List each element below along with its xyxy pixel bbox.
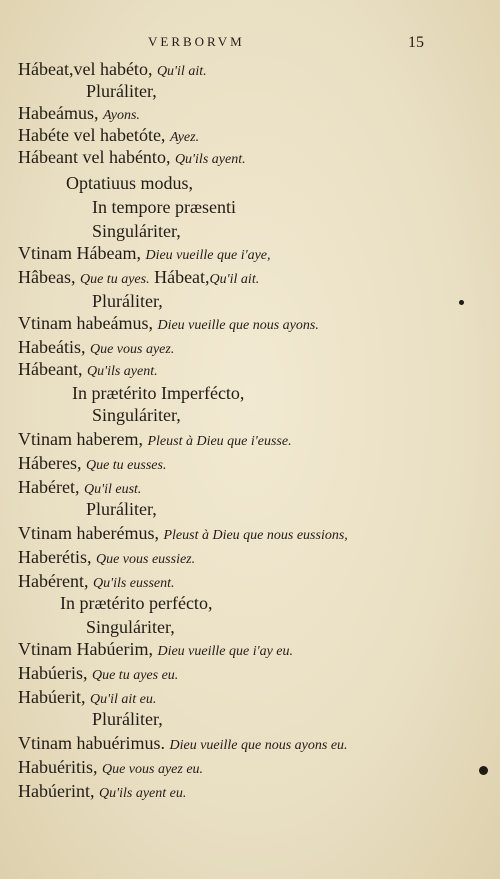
french-text: Qu'il eust. xyxy=(83,482,142,497)
latin-text: Vtinam habeámus, xyxy=(18,313,153,333)
latin-text: Hábeat,vel habéto, xyxy=(18,59,153,79)
latin-text: Vtinam haberem, xyxy=(18,429,143,449)
latin-text: Hábeat, xyxy=(154,267,210,287)
latin-text: Vtinam haberémus, xyxy=(18,523,159,543)
french-text: Dieu vueille que nous ayons eu. xyxy=(169,738,348,753)
french-text: Qu'il ait eu. xyxy=(89,692,157,707)
latin-text: Pluráliter, xyxy=(92,291,163,311)
latin-text: Habérent, xyxy=(18,571,89,591)
text-line xyxy=(86,80,157,102)
text-line xyxy=(18,638,293,663)
latin-text: Háberes, xyxy=(18,453,82,473)
text-line xyxy=(18,780,186,805)
text-line xyxy=(92,708,163,730)
french-text: Que tu ayes. xyxy=(79,272,150,287)
text-line xyxy=(18,756,203,781)
text-line xyxy=(86,616,175,638)
latin-text: Singuláriter, xyxy=(86,617,175,637)
french-text: Ayez. xyxy=(169,130,200,145)
text-line xyxy=(92,220,181,242)
latin-text: Vtinam Habúerim, xyxy=(18,639,153,659)
latin-text: Pluráliter, xyxy=(92,709,163,729)
french-text: Que vous ayez. xyxy=(89,342,175,357)
running-title: VERBORVM xyxy=(148,34,245,49)
text-line xyxy=(72,382,244,404)
latin-text: Habeámus, xyxy=(18,103,99,123)
latin-text: Haberétis, xyxy=(18,547,92,567)
french-text: Que vous ayez eu. xyxy=(101,762,204,777)
french-text: Pleust à Dieu que i'eusse. xyxy=(147,434,292,449)
latin-text: In prætérito perfécto, xyxy=(60,593,213,613)
latin-text: Pluráliter, xyxy=(86,499,157,519)
french-text: Qu'ils ayent. xyxy=(174,152,246,167)
french-text: Que tu ayes eu. xyxy=(91,668,179,683)
latin-text: Habéte vel habetóte, xyxy=(18,125,166,145)
ink-spot xyxy=(459,300,464,305)
text-line xyxy=(18,312,319,337)
latin-text: Singuláriter, xyxy=(92,405,181,425)
french-text: Qu'il ait. xyxy=(209,272,260,287)
latin-text: Habúerit, xyxy=(18,687,86,707)
latin-text: Vtinam habuérimus. xyxy=(18,733,165,753)
text-line xyxy=(18,732,348,757)
text-line xyxy=(92,196,236,218)
french-text: Qu'ils ayent eu. xyxy=(98,786,187,801)
text-line xyxy=(18,452,166,477)
page-number: 15 xyxy=(408,34,424,51)
french-text: Que tu eusses. xyxy=(85,458,167,473)
french-text: Qu'il ait. xyxy=(156,64,207,79)
latin-text: In prætérito Imperfécto, xyxy=(72,383,245,403)
text-line xyxy=(18,662,178,687)
latin-text: Hábeant, xyxy=(18,359,83,379)
latin-text: Pluráliter, xyxy=(86,81,157,101)
french-text: Qu'ils eussent. xyxy=(92,576,175,591)
latin-text: Habeátis, xyxy=(18,337,86,357)
text-line xyxy=(92,404,181,426)
latin-text: Habuéritis, xyxy=(18,757,98,777)
latin-text: Optatiuus modus, xyxy=(66,173,194,193)
french-text: Pleust à Dieu que nous eussions, xyxy=(163,528,348,543)
text-line xyxy=(66,172,193,194)
text-line xyxy=(18,146,246,171)
text-line xyxy=(18,428,292,453)
text-line xyxy=(18,266,259,291)
text-line xyxy=(18,546,195,571)
french-text: Que vous eussiez. xyxy=(95,552,196,567)
text-line xyxy=(60,592,212,614)
latin-text: In tempore præsenti xyxy=(92,197,236,217)
text-line xyxy=(86,498,157,520)
french-text: Ayons. xyxy=(102,108,140,123)
latin-text: Habúeris, xyxy=(18,663,88,683)
french-text: Dieu vueille que i'aye, xyxy=(145,248,271,263)
latin-text: Habúerint, xyxy=(18,781,95,801)
latin-text: Habéret, xyxy=(18,477,80,497)
french-text: Dieu vueille que nous ayons. xyxy=(157,318,319,333)
text-line xyxy=(18,358,158,383)
french-text: Dieu vueille que i'ay eu. xyxy=(157,644,294,659)
latin-text: Vtinam Hábeam, xyxy=(18,243,141,263)
ink-spot xyxy=(479,766,488,775)
text-line xyxy=(18,242,271,267)
latin-text: Hábeant vel habénto, xyxy=(18,147,171,167)
latin-text: Singuláriter, xyxy=(92,221,181,241)
text-line xyxy=(92,290,163,312)
french-text: Qu'ils ayent. xyxy=(86,364,158,379)
latin-text: Hâbeas, xyxy=(18,267,76,287)
text-line xyxy=(18,522,348,547)
